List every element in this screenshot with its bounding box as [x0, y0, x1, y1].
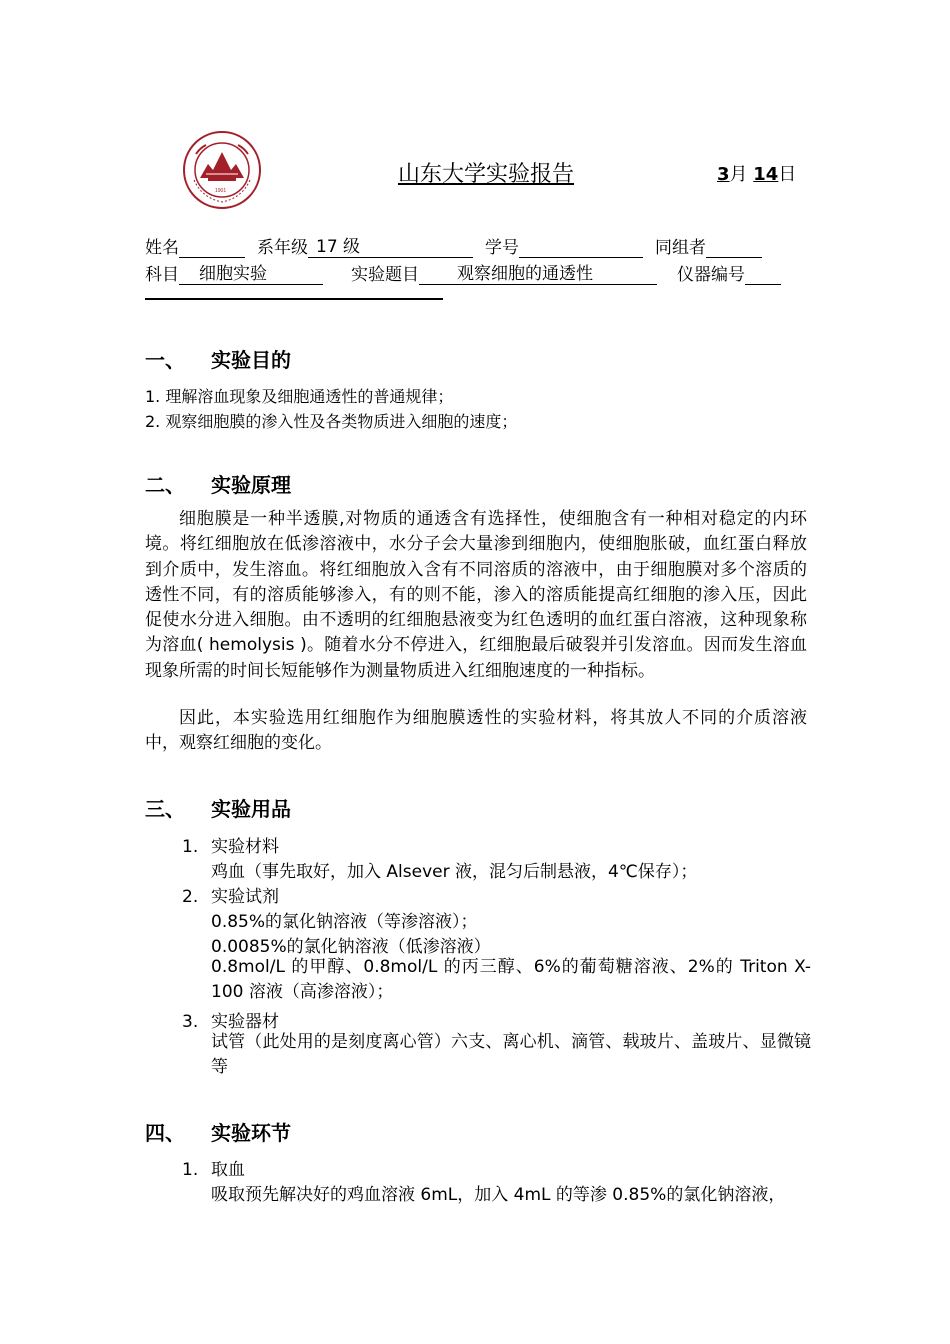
step-1-text: 吸取预先解决好的鸡血溶液 6mL，加入 4mL 的等渗 0.85%的氯化钠溶液， [211, 1185, 786, 1205]
instrument-field[interactable] [745, 265, 781, 285]
subject-field[interactable] [179, 265, 323, 285]
svg-text:1901: 1901 [215, 188, 227, 194]
purpose-item-2: 2. 观察细胞膜的渗入性及各类物质进入细胞的速度； [145, 412, 518, 431]
reagents-title: 实验试剂 [211, 887, 279, 907]
section-1-number: 一、 [145, 348, 185, 372]
section-4-heading [145, 1117, 291, 1146]
subject-value: 细胞实验 [199, 264, 267, 284]
step-1-number: 1. [182, 1160, 199, 1180]
report-date [717, 160, 796, 186]
section-2-heading [145, 469, 291, 498]
topic-value: 观察细胞的通透性 [457, 264, 593, 284]
grade-value: 17 级 [316, 237, 361, 257]
equipment-text: 试管（此处用的是刻度离心管）六支、离心机、滴管、载玻片、盖玻片、显微镜等 [211, 1032, 811, 1077]
equipment-item [182, 1007, 279, 1032]
reagents-item [182, 882, 279, 907]
section-3-number: 三、 [145, 797, 185, 821]
section-3-title: 实验用品 [211, 797, 291, 821]
materials-item [182, 832, 279, 857]
materials-number: 1. [182, 837, 199, 857]
grade-label: 系年级 [257, 238, 308, 258]
info-line-2 [145, 260, 781, 285]
equipment-number: 3. [182, 1012, 199, 1032]
step-1-title: 取血 [211, 1160, 245, 1180]
purpose-item-1: 1. 理解溶血现象及细胞通透性的普通规律； [145, 387, 454, 406]
reagent-line-1: 0.85%的氯化钠溶液（等渗溶液）； [211, 912, 478, 932]
materials-title: 实验材料 [211, 837, 279, 857]
principle-paragraph-1: 细胞膜是一种半透膜,对物质的通透含有选择性，使细胞含有一种相对稳定的内环境。将红细胞放在低渗溶液中，水分子会大量渗到细胞内，使细胞胀破，血红蛋白释放到介质中，发生溶血。将红细胞放入含有不同溶质的溶液中，由于细胞膜对多个溶质的透性不同，有的溶质能够渗入，有的则不能，渗入的溶质能提高红细胞的渗入压，因此促使水分进入细胞。由不透明的红细胞悬液变为红色透明的血红蛋白溶液，这种现象称为溶血( hemolysis )。随着水分不停进入，红细胞最后破裂并引发溶血。因而发生溶血现象所需的时间长短能够作为测量物质进入红细胞速度的一种指标。 [145, 509, 807, 681]
section-3-heading [145, 793, 291, 822]
name-field[interactable] [179, 238, 245, 258]
report-title: 山东大学实验报告 [398, 162, 575, 187]
group-field[interactable] [706, 238, 762, 258]
group-label: 同组者 [655, 238, 706, 258]
info-line-1 [145, 233, 762, 258]
reagent-line-2: 0.0085%的氯化钠溶液（低渗溶液） [211, 937, 491, 957]
topic-label: 实验题目 [351, 265, 419, 285]
principle-paragraph-2: 因此，本实验选用红细胞作为细胞膜透性的实验材料，将其放人不同的介质溶液中，观察红细胞的变化。 [145, 708, 807, 754]
step-item-1 [182, 1155, 245, 1180]
date-day-unit: 日 [778, 164, 797, 185]
instrument-label: 仪器编号 [677, 265, 745, 285]
reagents-number: 2. [182, 887, 199, 907]
reagent-line-3: 0.8mol/L 的甲醇、0.8mol/L 的丙三醇、6%的葡萄糖溶液、2%的 Triton X-100 溶液（高渗溶液）； [211, 957, 811, 1002]
instrument-field-continuation [145, 298, 443, 300]
section-4-number: 四、 [145, 1121, 185, 1145]
materials-text: 鸡血（事先取好，加入 Alsever 液，混匀后制悬液，4℃保存）； [211, 862, 698, 882]
section-2-title: 实验原理 [211, 473, 291, 497]
date-month: 3 [717, 164, 730, 185]
university-seal-logo [182, 130, 262, 210]
grade-field[interactable] [308, 238, 473, 258]
section-1-title: 实验目的 [211, 348, 291, 372]
equipment-title: 实验器材 [211, 1012, 279, 1032]
section-2-number: 二、 [145, 473, 185, 497]
date-month-unit: 月 [729, 164, 748, 185]
section-1-heading [145, 344, 291, 373]
date-day: 14 [753, 164, 779, 185]
topic-field[interactable] [419, 265, 657, 285]
section-4-title: 实验环节 [211, 1121, 291, 1145]
subject-label: 科目 [145, 265, 179, 285]
student-id-label: 学号 [485, 238, 519, 258]
name-label: 姓名 [145, 238, 179, 258]
student-id-field[interactable] [519, 238, 643, 258]
